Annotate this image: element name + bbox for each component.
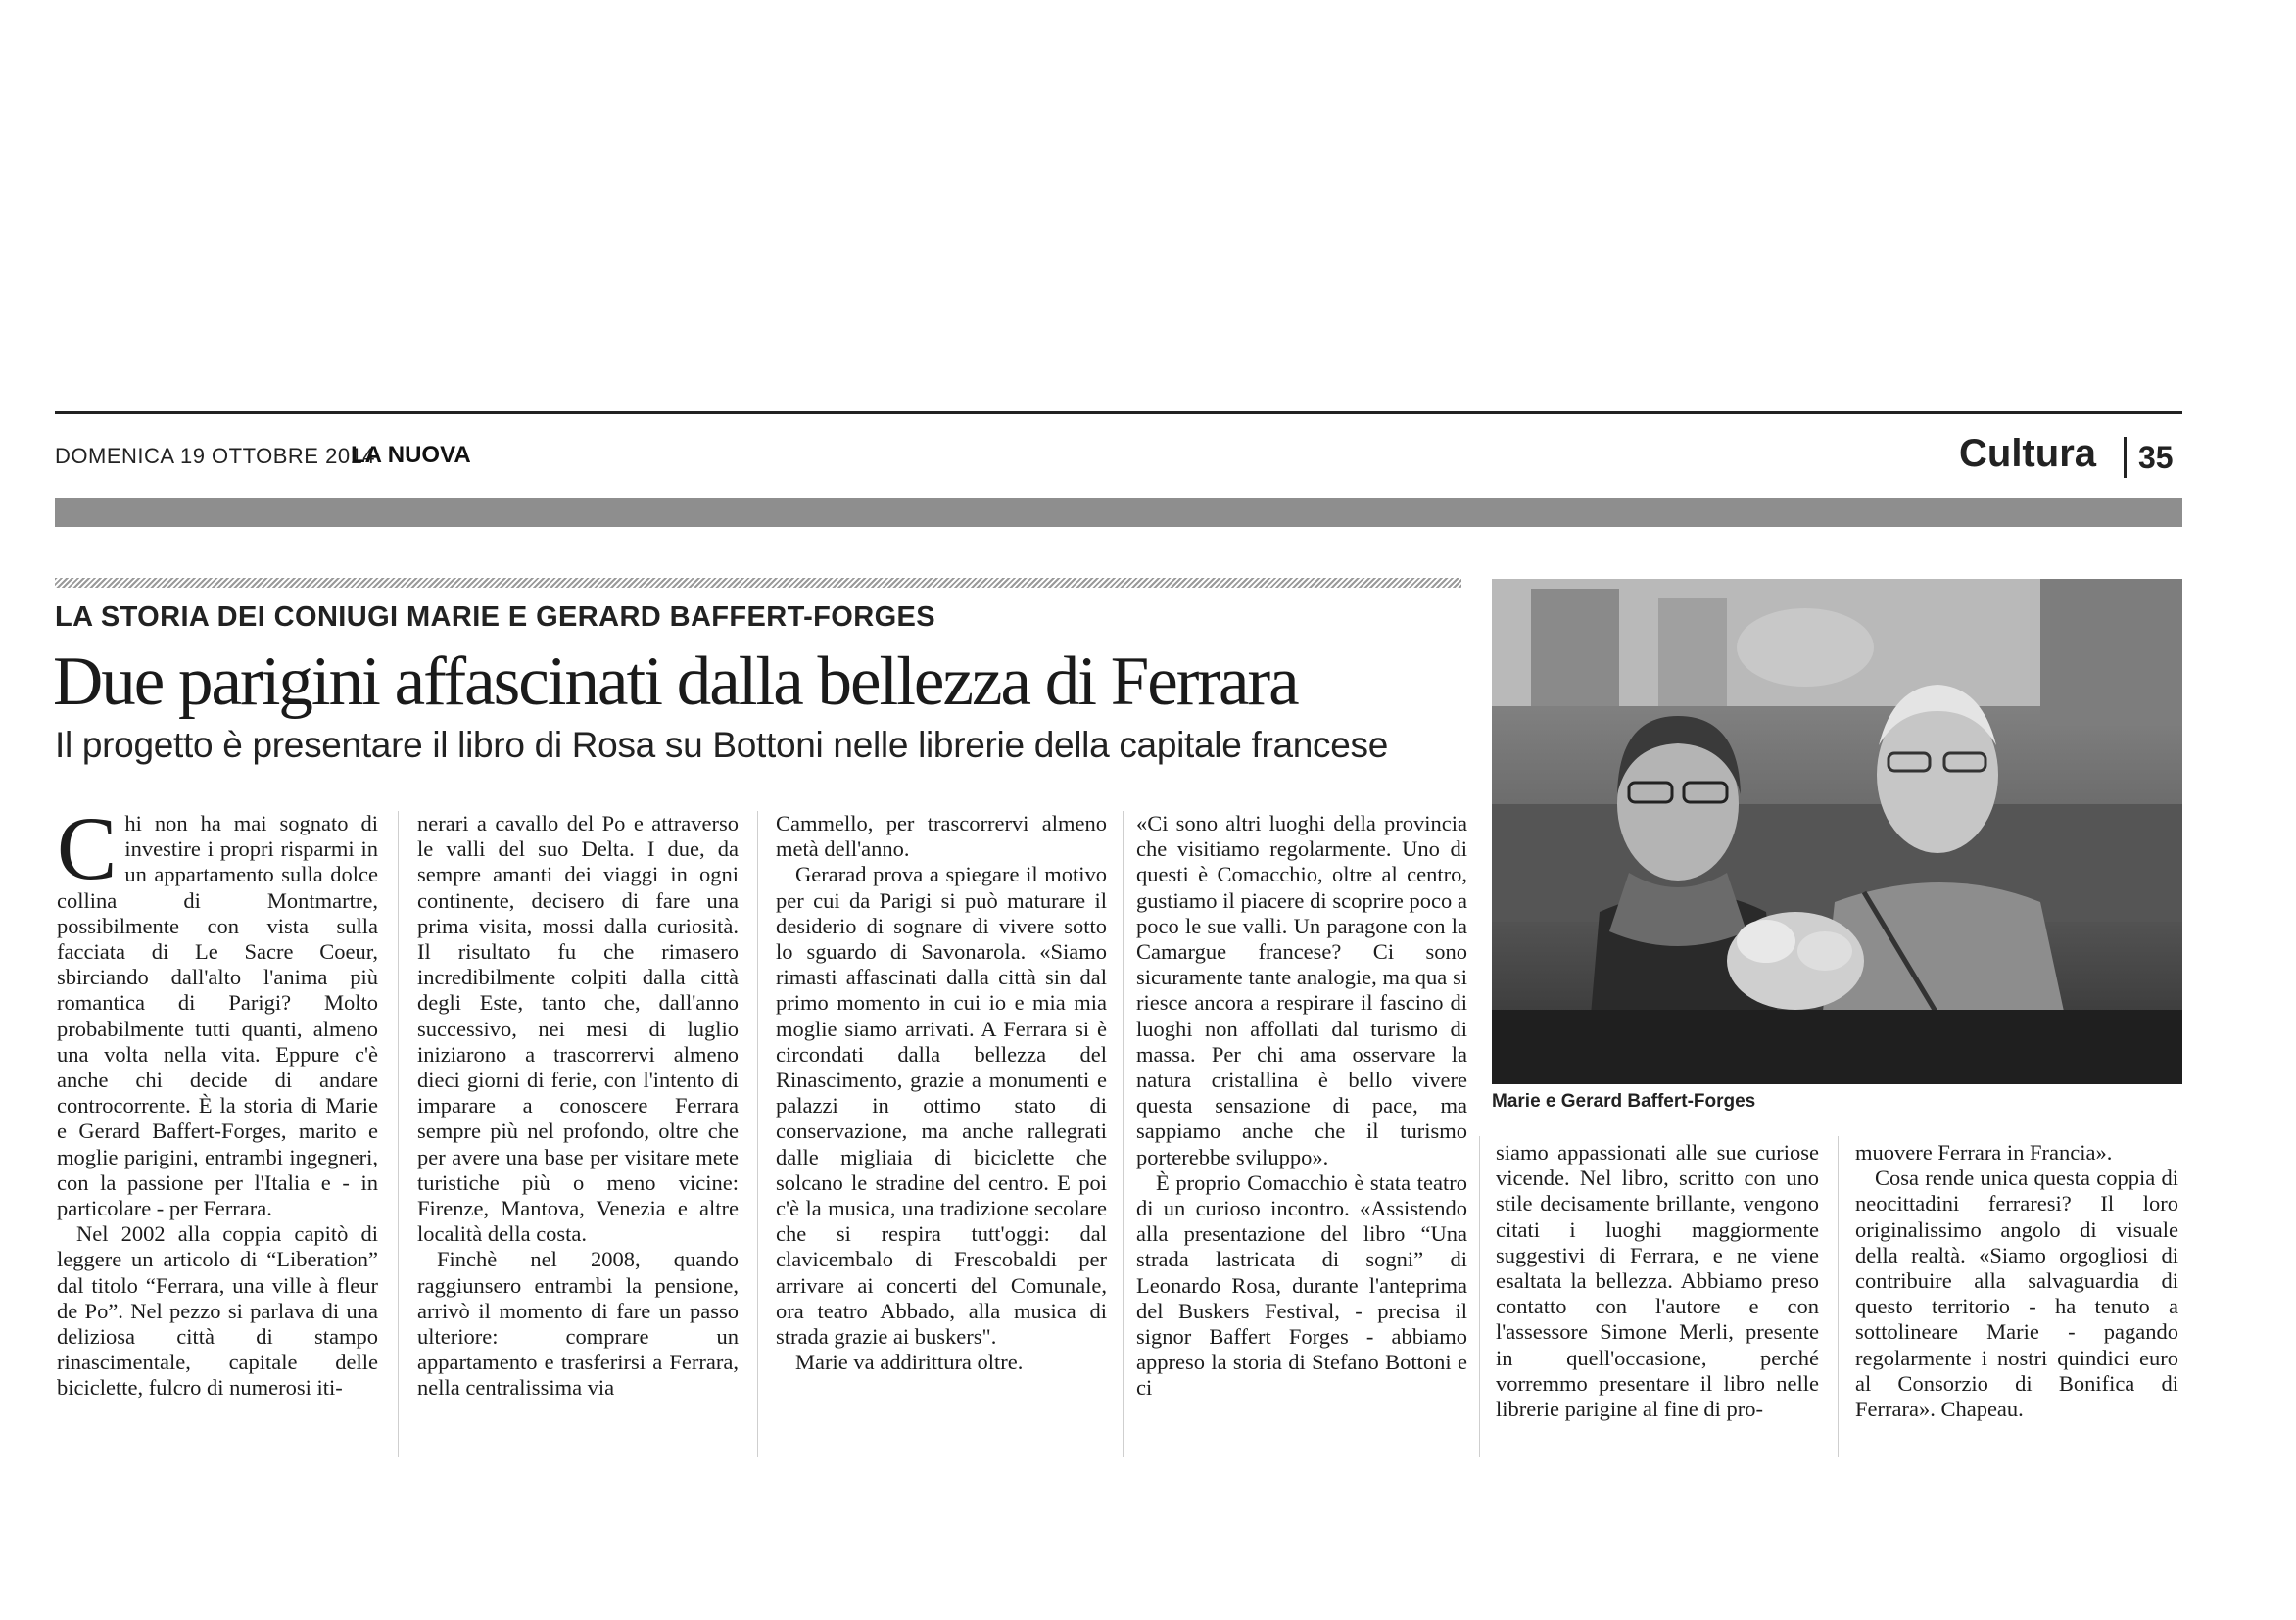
column-divider <box>757 811 758 1457</box>
column-4-paragraph-2: È proprio Comacchio è stata teatro di un curioso incontro. «Assistendo alla presentazione del libro “Una strada lastricata di sogni” di Leonardo Rosa, durante l'anteprima del Buskers Festival, - precisa il signor Baffert Forges - abbiamo appreso la storia di Stefano Bottoni e ci <box>1136 1169 1467 1401</box>
article-column-3 <box>776 811 1107 1375</box>
column-divider <box>1123 811 1124 1457</box>
header-band <box>55 498 2182 527</box>
article-headline: Due parigini affascinati dalla bellezza di Ferrara <box>53 643 1298 720</box>
photo-caption: Marie e Gerard Baffert-Forges <box>1492 1091 1756 1112</box>
article-top-rule <box>55 578 1461 588</box>
column-3-paragraph-1: Cammello, per trascorrervi almeno metà dell'anno. <box>776 811 1107 862</box>
page-number: 35 <box>2138 440 2174 475</box>
couple-photo-illustration <box>1492 579 2182 1084</box>
article-subheadline: Il progetto è presentare il libro di Rosa su Bottoni nelle librerie della capitale francese <box>55 725 1388 765</box>
article-column-5 <box>1496 1140 1819 1422</box>
article-column-6 <box>1855 1140 2178 1422</box>
column-6-paragraph-1: muovere Ferrara in Francia». <box>1855 1140 2113 1165</box>
column-6-paragraph-2: Cosa rende unica questa coppia di neocittadini ferraresi? Il loro originalissimo angolo di visuale della realtà. «Siamo orgogliosi di contribuire alla salvaguardia di questo territorio - ha tenuto a sottolineare Marie - pagando regolarmente i nostri quindici euro al Consorzio di Bonifica di Ferrara». Chapeau. <box>1855 1166 2178 1422</box>
column-3-paragraph-2: Gerarad prova a spiegare il motivo per cui da Parigi si può maturare il desiderio di sognare di vivere sotto lo sguardo di Savonarola. «Siamo rimasti affascinati dalla città sin dal primo momento in cui io e mia mia moglie siamo arrivati. A Ferrara si è circondati dalla bellezza del Rinascimento, grazie a monumenti e palazzi in ottimo stato di conservazione, ma anche rallegrati dalle migliaia di biciclette che solcano le stradine del centro. E poi c'è la musica, una tradizione secolare che si respira tutt'oggi: dal clavicembalo di Frescobaldi per arrivare ai concerti del Comunale, ora teatro Abbado, alla musica di strada grazie ai buskers". <box>776 862 1107 1350</box>
column-5-paragraph-1: siamo appassionati alle sue curiose vicende. Nel libro, scritto con uno stile decisamente brillante, vengono citati i luoghi maggiormente suggestivi di Ferrara, e ne viene esaltata la bellezza. Abbiamo preso contatto con l'autore e con l'assessore Simone Merli, presente in quell'occasione, perché vorremmo presentare il libro nelle librerie parigine al fine di pro- <box>1496 1140 1819 1422</box>
column-divider <box>1479 1136 1480 1457</box>
column-divider <box>1838 1136 1839 1457</box>
column-1-paragraph-2: Nel 2002 alla coppia capitò di leggere un articolo di “Liberation” dal titolo “Ferrara, una ville à fleur de Po”. Nel pezzo si parlava di una deliziosa città di stampo rinascimentale, capitale delle biciclette, fulcro di numerosi iti- <box>57 1221 378 1401</box>
article-photo <box>1492 579 2182 1084</box>
column-1-text-1: hi non ha mai sognato di investire i propri risparmi in un appartamento sulla dolce collina di Montmartre, possibilmente con vista sulla facciata di Le Sacre Coeur, sbirciando dall'alto l'anima più romantica di Parigi? Molto probabilmente tutti quanti, almeno una volta nella vita. Eppure c'è anche chi decide di andare controcorrente. È la storia di Marie e Gerard Baffert-Forges, marito e moglie parigini, entrambi ingegneri, con la passione per l'Italia e - in particolare - per Ferrara. <box>57 811 378 1221</box>
column-2-paragraph-1: nerari a cavallo del Po e attraverso le valli del suo Delta. I due, da sempre amanti dei viaggi in ogni continente, decisero di fare una prima visita, mossi dalla curiosità. Il risultato fu che rimasero incredibilmente colpiti dalla città degli Este, tanto che, dall'anno successivo, nei mesi di luglio iniziarono a trascorrervi almeno dieci giorni di ferie, con l'intento di imparare a conoscere Ferrara sempre più nel profondo, oltre che per avere una base per visitare mete turistiche più o meno vicine: Firenze, Mantova, Venezia e altre località della costa. <box>417 811 739 1247</box>
drop-cap: C <box>57 798 118 898</box>
column-divider <box>398 811 399 1457</box>
section-name: Cultura <box>1959 432 2096 475</box>
article-column-1 <box>57 798 378 1402</box>
article-kicker: LA STORIA DEI CONIUGI MARIE E GERARD BAFFERT-FORGES <box>55 601 936 633</box>
article-column-4 <box>1136 811 1467 1402</box>
section-divider <box>2124 437 2127 478</box>
header-rule <box>55 411 2182 414</box>
issue-date: DOMENICA 19 OTTOBRE 2014 <box>55 444 376 468</box>
column-4-paragraph-1: «Ci sono altri luoghi della provincia che visitiamo regolarmente. Uno di questi è Comacchio, oltre al centro, gustiamo il piacere di scoprire poco a poco le sue valli. Un paragone con la Camargue francese? Ci sono sicuramente tante analogie, ma qua si riesce ancora a respirare il fascino di luoghi non affollati dal turismo di massa. Per chi ama osservare la natura cristallina è bello vivere questa sensazione di pace, ma sappiamo anche che il turismo porterebbe sviluppo». <box>1136 811 1467 1169</box>
column-3-paragraph-3: Marie va addirittura oltre. <box>795 1350 1024 1375</box>
column-2-paragraph-2: Finchè nel 2008, quando raggiunsero entrambi la pensione, arrivò il momento di fare un passo ulteriore: comprare un appartamento e trasferirsi a Ferrara, nella centralissima via <box>417 1247 739 1401</box>
newspaper-name: LA NUOVA <box>351 442 471 468</box>
article-column-2 <box>417 811 739 1402</box>
column-1-paragraph-1 <box>57 798 378 1221</box>
